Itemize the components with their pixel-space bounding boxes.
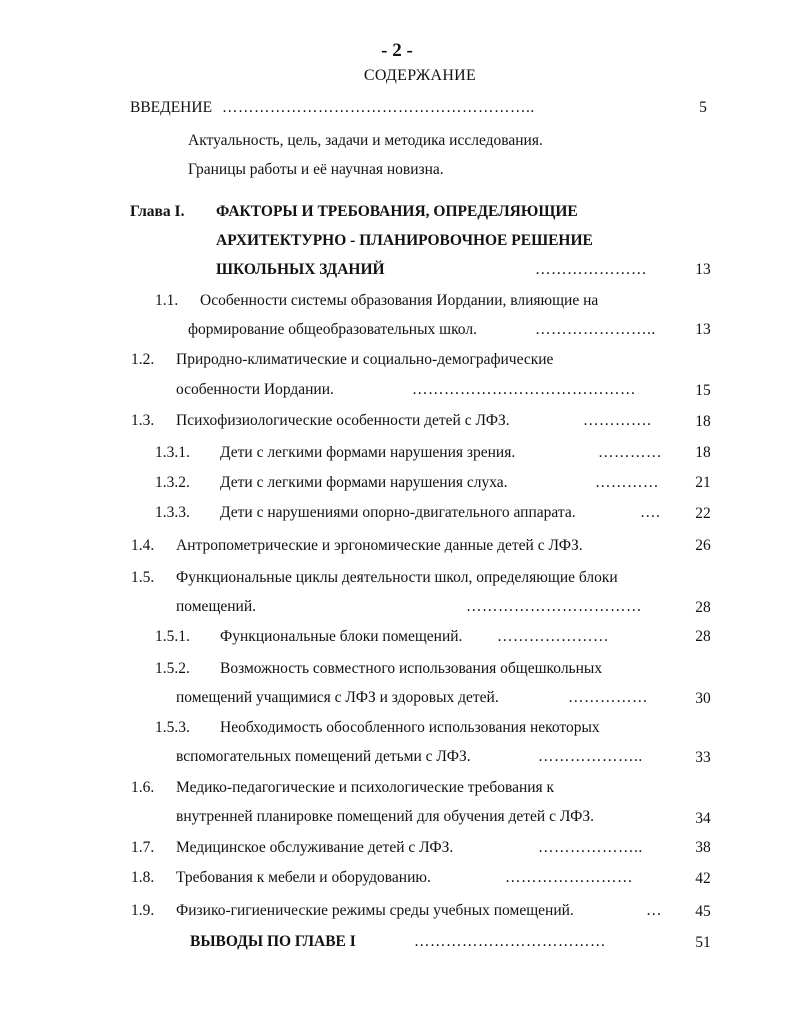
toc-item-text-cont: помещений учащимися с ЛФЗ и здоровых детей. [176,689,499,706]
toc-chapter-label: Глава I. [130,203,185,220]
toc-item-text: Особенности системы образования Иордании, влияющие на [200,292,599,309]
toc-chapter-title-line-3: ШКОЛЬНЫХ ЗДАНИЙ [216,261,385,278]
toc-item-text-cont: формирование общеобразовательных школ. [188,321,477,338]
toc-item-num: 1.3. [131,412,155,429]
toc-item-text: Дети с легкими формами нарушения слуха. [220,474,508,491]
toc-intro-sub-1: Актуальность, цель, задачи и методика исследования. [188,132,543,149]
toc-item-page: 34 [695,810,711,827]
toc-item-text: Медицинское обслуживание детей с ЛФЗ. [176,839,454,856]
toc-item-leader: …………………………………… [412,381,636,398]
toc-item-text-cont: внутренней планировке помещений для обучения детей с ЛФЗ. [176,808,595,825]
toc-item-page: 26 [695,537,711,554]
toc-chapter-title-line-1: ФАКТОРЫ И ТРЕБОВАНИЯ, ОПРЕДЕЛЯЮЩИЕ [216,203,578,220]
page-number: - 2 - [381,40,413,61]
toc-item-leader: ………… [598,444,662,461]
toc-item-page: 45 [695,903,711,920]
toc-item-page: 33 [695,749,711,766]
toc-item-num: 1.9. [131,902,155,919]
toc-item-text: Дети с легкими формами нарушения зрения. [220,444,516,461]
toc-item-text-cont: помещений. [176,598,257,615]
toc-item-leader: …………… [568,689,648,706]
toc-item-leader: ………………… [497,628,609,645]
toc-item-leader: ………… [595,474,659,491]
toc-item-text: Необходимость обособленного использования некоторых [220,719,600,736]
toc-item-text: Дети с нарушениями опорно-двигательного аппарата. [220,504,576,521]
toc-item-page: 13 [695,321,711,338]
toc-item-num: 1.5. [131,569,155,586]
toc-chapter-leader: ………………… [535,261,647,278]
toc-item-num: 1.2. [131,351,155,368]
toc-chapter-page: 13 [695,261,711,278]
toc-item-leader: …. [640,504,661,521]
toc-item-num: 1.5.2. [155,660,190,677]
toc-item-page: 18 [695,444,711,461]
toc-item-leader: …………………… [505,869,633,886]
toc-intro-sub-2: Границы работы и её научная новизна. [188,161,444,178]
toc-item-text: Антропометрические и эргономические данные детей с ЛФЗ. [176,537,583,554]
toc-item-num: 1.7. [131,839,155,856]
toc-item-page: 42 [695,870,711,887]
toc-item-num: 1.3.3. [155,504,190,521]
toc-item-text: Медико-педагогические и психологические требования к [176,779,555,796]
toc-intro-label: ВВЕДЕНИЕ [130,99,213,116]
toc-item-num: 1.6. [131,779,155,796]
toc-item-text: Психофизиологические особенности детей с ЛФЗ. [176,412,510,429]
toc-item-leader: ……………….. [538,839,643,856]
toc-item-leader: ……………….. [538,748,643,765]
toc-item-page: 30 [695,690,711,707]
toc-item-page: 22 [695,505,711,522]
toc-item-leader: …………. [583,412,652,429]
toc-item-text: Возможность совместного использования общешкольных [220,660,603,677]
toc-item-text-cont: особенности Иордании. [176,381,334,398]
toc-item-page: 38 [695,839,711,856]
toc-item-page: 15 [695,382,711,399]
toc-item-text: Физико-гигиенические режимы среды учебных помещений. [176,902,574,919]
toc-item-text: Требования к мебели и оборудованию. [176,869,431,886]
toc-item-text: Функциональные блоки помещений. [220,628,463,645]
toc-conclusion-page: 51 [695,934,711,951]
toc-intro-leader: ………………………………………………….. [222,99,535,116]
toc-item-page: 18 [695,413,711,430]
toc-item-num: 1.3.1. [155,444,190,461]
toc-item-text: Природно-климатические и социально-демографические [176,351,554,368]
toc-item-leader: …………………………… [466,598,642,615]
toc-item-leader: … [646,902,662,919]
toc-item-text: Функциональные циклы деятельности школ, определяющие блоки [176,569,618,586]
toc-item-num: 1.3.2. [155,474,190,491]
toc-item-page: 28 [695,599,711,616]
toc-intro-page: 5 [699,99,707,116]
toc-item-num: 1.8. [131,869,155,886]
toc-item-page: 21 [695,474,711,491]
toc-item-leader: ………………….. [535,321,656,338]
toc-item-num: 1.4. [131,537,155,554]
toc-conclusion-label: ВЫВОДЫ ПО ГЛАВЕ I [190,933,356,950]
page-title: СОДЕРЖАНИЕ [363,67,477,84]
toc-item-text-cont: вспомогательных помещений детьми с ЛФЗ. [176,748,471,765]
toc-chapter-title-line-2: АРХИТЕКТУРНО - ПЛАНИРОВОЧНОЕ РЕШЕНИЕ [216,232,593,249]
toc-item-page: 28 [695,628,711,645]
toc-item-num: 1.5.3. [155,719,190,736]
toc-item-num: 1.5.1. [155,628,190,645]
toc-conclusion-leader: ……………………………… [414,933,606,950]
toc-item-num: 1.1. [155,292,179,309]
